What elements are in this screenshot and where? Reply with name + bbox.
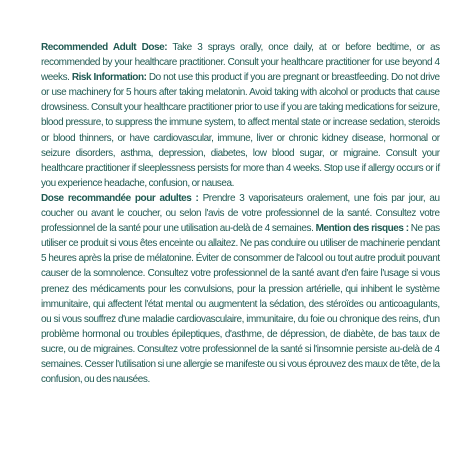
french-risk-heading: Mention des risques : bbox=[315, 223, 409, 235]
english-risk-text: Do not use this product if you are pregnant or breastfeeding. Do not drive or use machinery for 5 hours after taking melatonin. Avoid taking with alcohol or products that cause drowsiness. Consult your healthcare practitioner prior to use if you are taking medications for seizure, blood pressure, to suppress the immune system, to affect mental state or increase sedation, steroids or blood thinners, or have cardiovascular, immune, liver or chronic kidney disease, hormonal or seizure disorders, asthma, depression, diabetes, low blood sugar, or migraine. Consult your healthcare practitioner if sleeplessness persists for more than 4 weeks. Stop use if allergy occurs or if you experience headache, confusion, or nausea. bbox=[41, 72, 440, 189]
french-dose-heading: Dose recommandée pour adultes : bbox=[41, 192, 199, 204]
english-dose-text: Take 3 sprays orally, once daily, at or before bedtime, or as recommended by your healthcare practitioner. Consult your healthcare practitioner for use beyond 4 weeks. bbox=[41, 42, 440, 84]
english-section bbox=[41, 40, 440, 191]
french-risk-text: Ne pas utiliser ce produit si vous êtes enceinte ou allaitez. Ne pas conduire ou utiliser de machinerie pendant 5 heures après la prise de mélatonine. Éviter de consommer de l'alcool ou tout autre produit pouvant causer de la somnolence. Consultez votre professionnel de la santé avant d'en faire l'usage si vous prenez des médicaments pour les convulsions, pour la pression artérielle, qui inhibent le système immunitaire, qui affectent l'état mental ou augmentent la sédation, des stéroïdes ou anticoagulants, ou si vous souffrez d'une maladie cardiovasculaire, immunitaire, du foie ou chronique des reins, d'un problème hormonal ou troubles épileptiques, d'asthme, de dépression, de diabète, de bas taux de sucre, ou de migraines. Consultez votre professionnel de la santé si l'insomnie persiste au-delà de 4 semaines. Cesser l'utilisation si une allergie se manifeste ou si vous éprouvez des maux de tête, de la confusion, ou des nausées. bbox=[41, 223, 440, 386]
label-text-panel bbox=[41, 40, 440, 387]
english-dose-heading: Recommended Adult Dose: bbox=[41, 42, 168, 53]
english-risk-heading: Risk Information: bbox=[71, 72, 147, 84]
french-section bbox=[41, 191, 440, 387]
french-dose-text: Prendre 3 vaporisateurs oralement, une fois par jour, au coucher ou avant le coucher, ou selon l'avis de votre professionnel de la santé. Consultez votre professionnel de la santé pour une utilisation au-delà de 4 semaines. bbox=[41, 192, 440, 235]
